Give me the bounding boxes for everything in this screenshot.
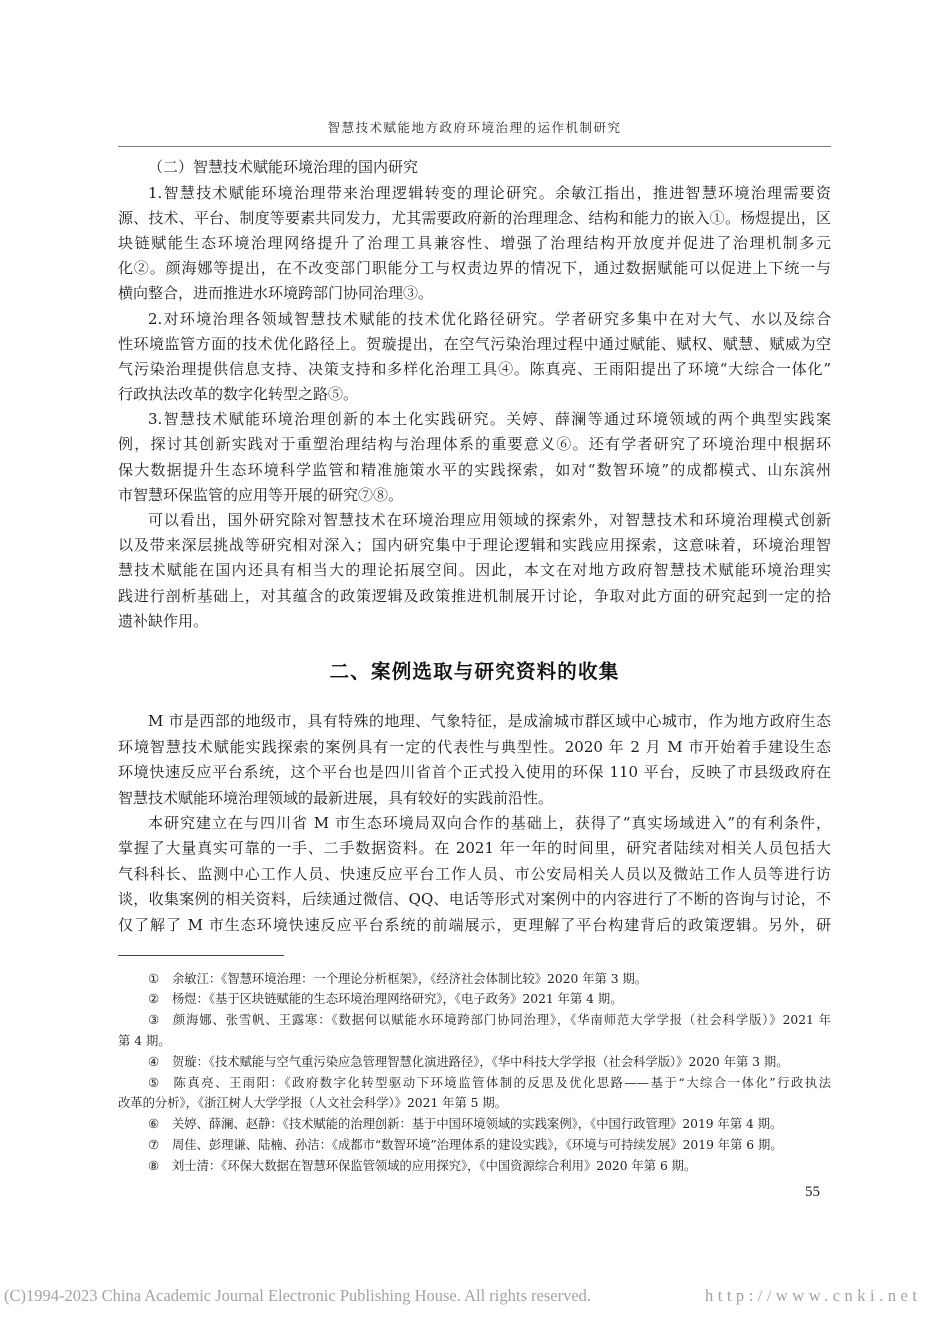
footnote-line — [118, 1114, 831, 1135]
paragraph-line: 行政执法改革的数字化转型之路⑤。 — [118, 385, 359, 404]
domestic-research-section — [118, 155, 831, 634]
paragraph-line: 市智慧环保监管的应用等开展的研究⑦⑧。 — [118, 485, 404, 504]
footnote-marker: ⑥ — [148, 1117, 160, 1132]
footnote-marker: ② — [148, 992, 160, 1007]
paragraph-line: 性环境监管方面的技术优化路径上。贺璇提出，在空气污染治理过程中通过赋能、赋权、赋慧、赋威为空 — [118, 334, 831, 353]
paragraph-line: 践进行剖析基础上，对其蕴含的政策逻辑及政策推进机制展开讨论，争取对此方面的研究起到一定的拾 — [118, 586, 831, 605]
footnote-text: 关婷、薛澜、赵静：《技术赋能的治理创新：基于中国环境领域的实践案例》，《中国行政管理》2019 年第 4 期。 — [172, 1117, 783, 1132]
subsection-body — [118, 181, 831, 634]
footnote — [118, 1073, 831, 1115]
footnote-line — [118, 1135, 831, 1156]
paragraph-line: 化②。颜海娜等提出，在不改变部门职能分工与权责边界的情况下，通过数据赋能可以促进上下统一与 — [118, 259, 831, 278]
paragraph-line: 可以看出，国外研究除对智慧技术在环境治理应用领域的探索外，对智慧技术和环境治理模式创新 — [148, 511, 831, 530]
paragraph-line: 智慧技术赋能环境治理领域的最新进展，具有较好的实践前沿性。 — [118, 788, 554, 807]
paragraph-line: 气污染治理提供信息支持、决策支持和多样化治理工具④。陈真亮、王雨阳提出了环境“大综合一体化” — [118, 359, 831, 378]
page-number: 55 — [805, 1184, 820, 1200]
footnote-line — [118, 1073, 831, 1094]
footnote — [118, 1156, 831, 1177]
paragraph-line: 谈，收集案例的相关资料，后续通过微信、QQ、电话等形式对案例中的内容进行了不断的咨询与讨论，不 — [118, 890, 831, 909]
paragraph — [118, 709, 831, 811]
footnote-text: 颜海娜、张雪帆、王露寒：《数据何以赋能水环境跨部门协同治理》，《华南师范大学学报（社会科学版）》2021 年 — [172, 1013, 831, 1028]
section-heading: 二、案例选取与研究资料的收集 — [329, 660, 620, 683]
footnote — [118, 1052, 831, 1073]
footnote-text: 贺璇：《技术赋能与空气重污染应急管理智慧化演进路径》，《华中科技大学学报（社会科学版）》2020 年第 3 期。 — [172, 1054, 789, 1069]
paragraph — [118, 181, 831, 307]
paragraph-line: 慧技术赋能在国内还具有相当大的理论拓展空间。因此，本文在对地方政府智慧技术赋能环境治理实 — [118, 561, 831, 580]
footnote — [118, 989, 831, 1010]
footnote-marker: ⑧ — [148, 1158, 160, 1173]
section-body — [118, 709, 831, 938]
paragraph-line: 3.智慧技术赋能环境治理创新的本土化实践研究。关婷、薛澜等通过环境领域的两个典型实践案 — [148, 410, 831, 429]
paragraph-line: 块链赋能生态环境治理网络提升了治理工具兼容性、增强了治理结构开放度并促进了治理机制多元 — [118, 233, 831, 252]
paragraph-line: 例，探讨其创新实践对于重塑治理结构与治理体系的重要意义⑥。还有学者研究了环境治理中根据环 — [118, 435, 831, 454]
footnote-line — [118, 1156, 831, 1177]
case-selection-section — [118, 709, 831, 938]
footnote-line — [118, 989, 831, 1010]
paragraph-line: 1.智慧技术赋能环境治理带来治理逻辑转变的理论研究。余敏江指出，推进智慧环境治理需要资 — [148, 183, 831, 202]
footnote-line — [118, 1010, 831, 1031]
footnote-text: 陈真亮、王雨阳：《政府数字化转型驱动下环境监管体制的反思及优化思路——基于“大综合一体化”行政执法 — [172, 1075, 831, 1090]
paragraph-line: 2.对环境治理各领域智慧技术赋能的技术优化路径研究。学者研究多集中在对大气、水以及综合 — [148, 309, 831, 328]
paragraph — [118, 307, 831, 408]
footnote-text: 周佳、彭理谦、陆楠、孙洁：《成都市“数智环境”治理体系的建设实践》，《环境与可持续发展》2019 年第 6 期。 — [172, 1137, 783, 1152]
footnote-marker: ① — [148, 971, 160, 986]
footnote-text: 杨煜：《基于区块链赋能的生态环境治理网络研究》，《电子政务》2021 年第 4 期。 — [172, 992, 623, 1007]
footnote-text: 余敏江：《智慧环境治理：一个理论分析框架》，《经济社会体制比较》2020 年第 3 期。 — [172, 971, 648, 986]
footnote — [118, 1010, 831, 1052]
paragraph-line: 横向整合，进而推进水环境跨部门协同治理③。 — [118, 284, 434, 303]
paragraph-line: 以及带来深层挑战等研究相对深入；国内研究集中于理论逻辑和实践应用探索，这意味着，环境治理智 — [118, 536, 831, 555]
paragraph-line: 环境智慧技术赋能实践探索的案例具有一定的代表性与典型性。2020 年 2 月 M 市开始着手建设生态 — [118, 737, 831, 756]
paragraph-line: 本研究建立在与四川省 M 市生态环境局双向合作的基础上，获得了“真实场域进入”的有利条件， — [148, 814, 831, 833]
footnotes — [118, 969, 831, 1177]
paragraph-line: 遗补缺作用。 — [118, 611, 209, 630]
header-rule — [118, 146, 831, 147]
footnote-rule — [118, 955, 284, 956]
footnote-line — [118, 1093, 831, 1114]
paragraph-line: 源、技术、平台、制度等要素共同发力，尤其需要政府新的治理理念、结构和能力的嵌入①。杨煜提出，区 — [118, 208, 831, 227]
paragraph — [118, 811, 831, 938]
footnote-text: 第 4 期。 — [118, 1033, 171, 1048]
paragraph-line: 掌握了大量真实可靠的一手、二手数据资料。在 2021 年一年的时间里，研究者陆续对相关人员包括大 — [118, 839, 831, 858]
paragraph-line: 气科科长、监测中心工作人员、快速反应平台工作人员、市公安局相关人员以及微站工作人员等进行访 — [118, 864, 831, 883]
footnote-line — [118, 1052, 831, 1073]
paragraph-line: M 市是西部的地级市，具有特殊的地理、气象特征，是成渝城市群区域中心城市，作为地方政府生态 — [148, 712, 831, 731]
watermark-url: http://www.cnki.net — [705, 1286, 922, 1305]
footnote-marker: ③ — [148, 1013, 160, 1028]
footnote-marker: ④ — [148, 1054, 160, 1069]
paragraph — [118, 508, 831, 634]
footnote-marker: ⑤ — [148, 1075, 160, 1090]
footnote — [118, 969, 831, 990]
subsection-heading: （二）智慧技术赋能环境治理的国内研究 — [148, 158, 419, 177]
copyright-watermark: (C)1994-2023 China Academic Journal Electronic Publishing House. All rights reserved. — [4, 1286, 592, 1305]
paragraph-line: 仅了解了 M 市生态环境快速反应平台系统的前端展示，更理解了平台构建背后的政策逻辑。另外，研 — [118, 915, 831, 934]
running-header: 智慧技术赋能地方政府环境治理的运作机制研究 — [327, 120, 622, 135]
footnote-marker: ⑦ — [148, 1137, 160, 1152]
footnote-line — [118, 969, 831, 990]
footnote-line — [118, 1031, 831, 1052]
paragraph — [118, 407, 831, 508]
paragraph-line: 环境快速反应平台系统，这个平台也是四川省首个正式投入使用的环保 110 平台，反映了市县级政府在 — [118, 763, 831, 782]
paragraph-line: 保大数据提升生态环境科学监管和精准施策水平的实践探索，如对“数智环境”的成都模式、山东滨州 — [118, 460, 831, 479]
footnote — [118, 1135, 831, 1156]
footnote-text: 刘士清：《环保大数据在智慧环保监管领域的应用探究》，《中国资源综合利用》2020 年第 6 期。 — [172, 1158, 697, 1173]
footnote — [118, 1114, 831, 1135]
footnote-text: 改革的分析》，《浙江树人大学学报（人文社会科学）》2021 年第 5 期。 — [118, 1096, 508, 1111]
